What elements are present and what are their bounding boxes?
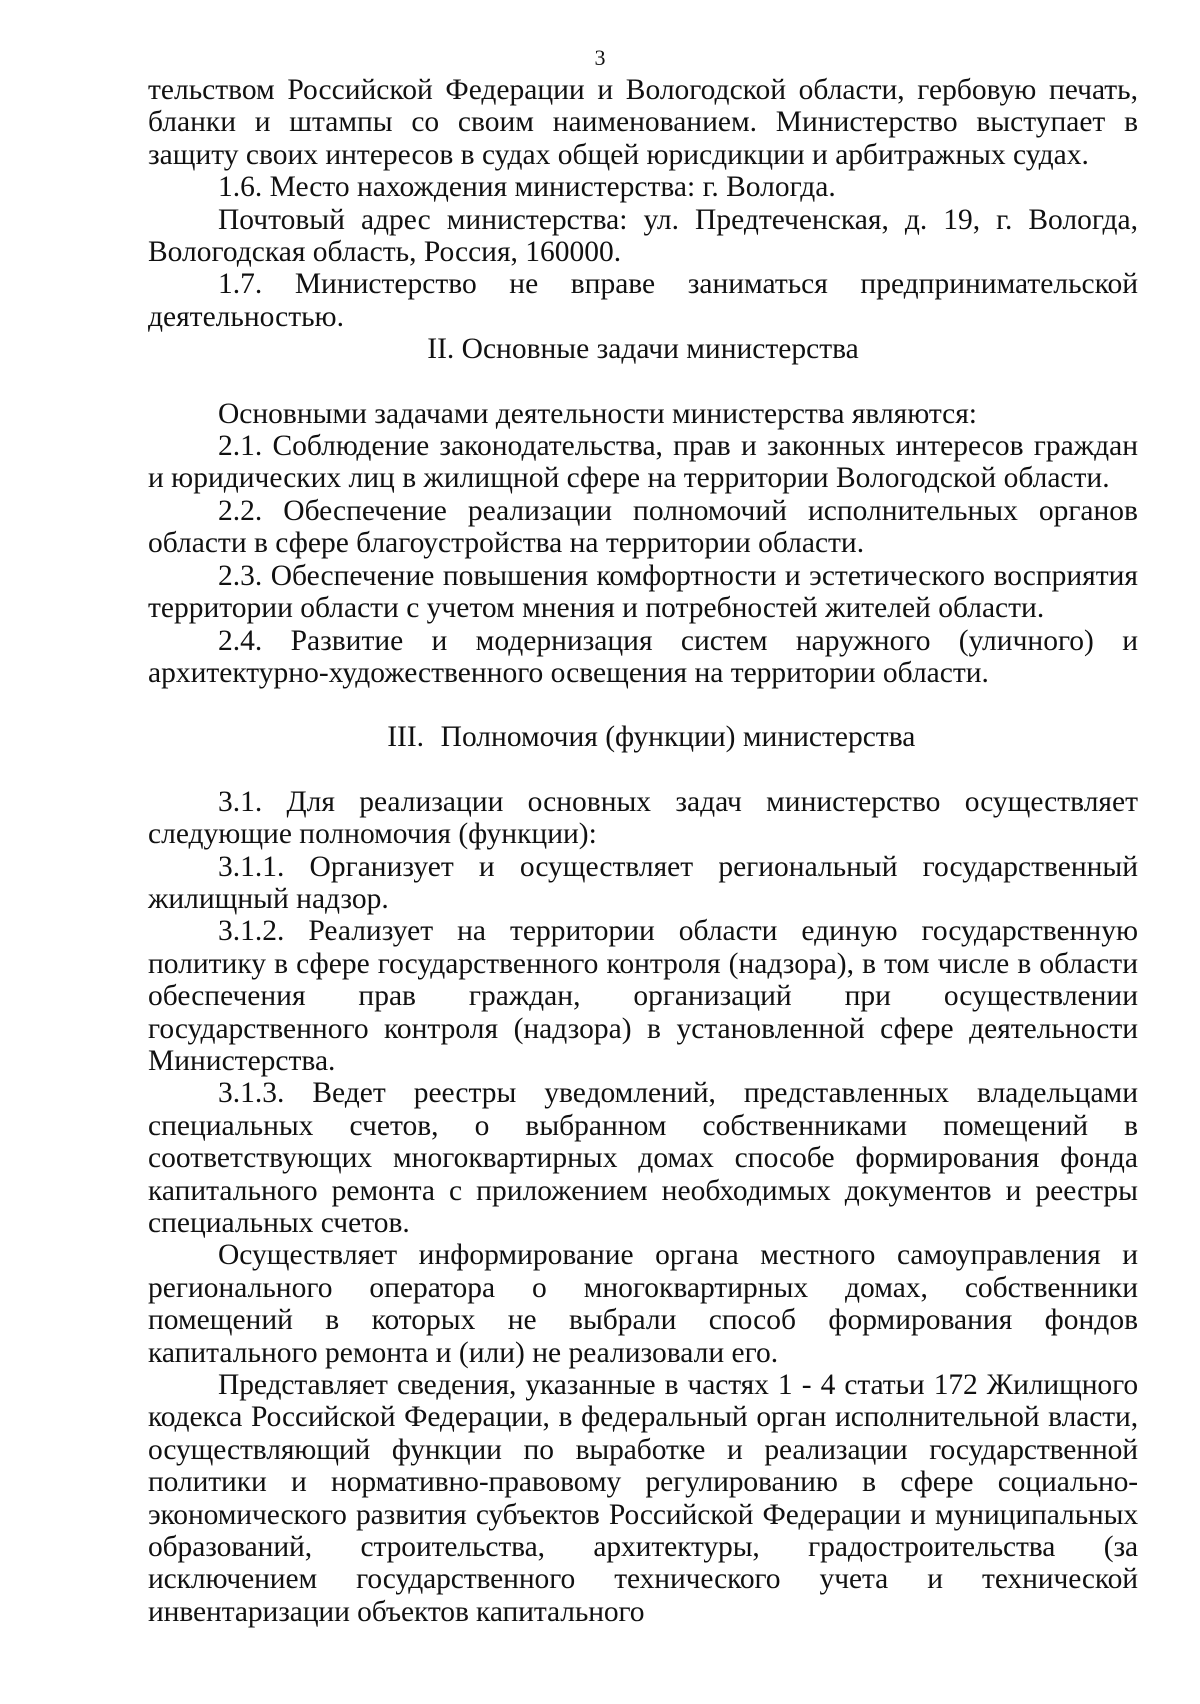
- paragraph-informing: Осуществляет информирование органа местного самоуправления и регионального оператора о многоквартирных домах, собственники помещений в которых не выбрали способ формирования фондов капитального ремонта и (или) не реализовали его.: [148, 1239, 1138, 1369]
- paragraph-3-1: 3.1. Для реализации основных задач министерство осуществляет следующие полномочия (функции):: [148, 785, 1138, 851]
- paragraph-1-5-continued: тельством Российской Федерации и Вологодской области, гербовую печать, бланки и штампы со своим наименованием. Министерство выступает в защиту своих интересов в судах общей юрисдикции и арбитражных судах.: [148, 74, 1138, 171]
- paragraph-2-3: 2.3. Обеспечение повышения комфортности и эстетического восприятия территории области с учетом мнения и потребностей жителей области.: [148, 559, 1138, 625]
- paragraph-providing-info: Представляет сведения, указанные в частях 1 - 4 статьи 172 Жилищного кодекса Российской Федерации, в федеральный орган исполнительной власти, осуществляющий функции по выработке и реализации государственной политики и нормативно-правовому регулированию в сфере социально-экономического развития субъектов Российской Федерации и муниципальных образований, строительства, архитектуры, градостроительства (за исключением государственного технического учета и технической инвентаризации объектов капитального: [148, 1369, 1138, 1628]
- document-body: [148, 74, 1138, 1628]
- paragraph-2-intro: Основными задачами деятельности министерства являются:: [218, 397, 977, 430]
- paragraph-3-1-1: 3.1.1. Организует и осуществляет региональный государственный жилищный надзор.: [148, 850, 1138, 915]
- section-3-heading: [148, 721, 1138, 753]
- paragraph-1-6: 1.6. Место нахождения министерства: г. Вологда.: [218, 171, 836, 204]
- paragraph-1-7: 1.7. Министерство не вправе заниматься предпринимательской деятельностью.: [148, 268, 1138, 333]
- paragraph-2-1: 2.1. Соблюдение законодательства, прав и законных интересов граждан и юридических лиц в жилищной сфере на территории Вологодской области.: [148, 430, 1138, 495]
- section-3-number: III.: [387, 721, 425, 754]
- section-3-title: Полномочия (функции) министерства: [440, 721, 916, 754]
- paragraph-postal-address: Почтовый адрес министерства: ул. Предтеченская, д. 19, г. Вологда, Вологодская область, Россия, 160000.: [148, 203, 1138, 269]
- paragraph-3-1-3: 3.1.3. Ведет реестры уведомлений, представленных владельцами специальных счетов, о выбранном собственниками помещений в соответствующих многоквартирных домах способе формирования фонда капитального ремонта с приложением необходимых документов и реестры специальных счетов.: [148, 1077, 1138, 1239]
- section-2-heading: II. Основные задачи министерства: [427, 333, 859, 366]
- paragraph-2-2: 2.2. Обеспечение реализации полномочий исполнительных органов области в сфере благоустройства на территории области.: [148, 494, 1138, 560]
- page-number: 3: [594, 45, 606, 70]
- paragraph-2-4: 2.4. Развитие и модернизация систем наружного (уличного) и архитектурно-художественного освещения на территории области.: [148, 624, 1138, 689]
- paragraph-3-1-2: 3.1.2. Реализует на территории области единую государственную политику в сфере государственного контроля (надзора), в том числе в области обеспечения прав граждан, организаций при осуществлении государственного контроля (надзора) в установленной сфере деятельности Министерства.: [148, 915, 1138, 1077]
